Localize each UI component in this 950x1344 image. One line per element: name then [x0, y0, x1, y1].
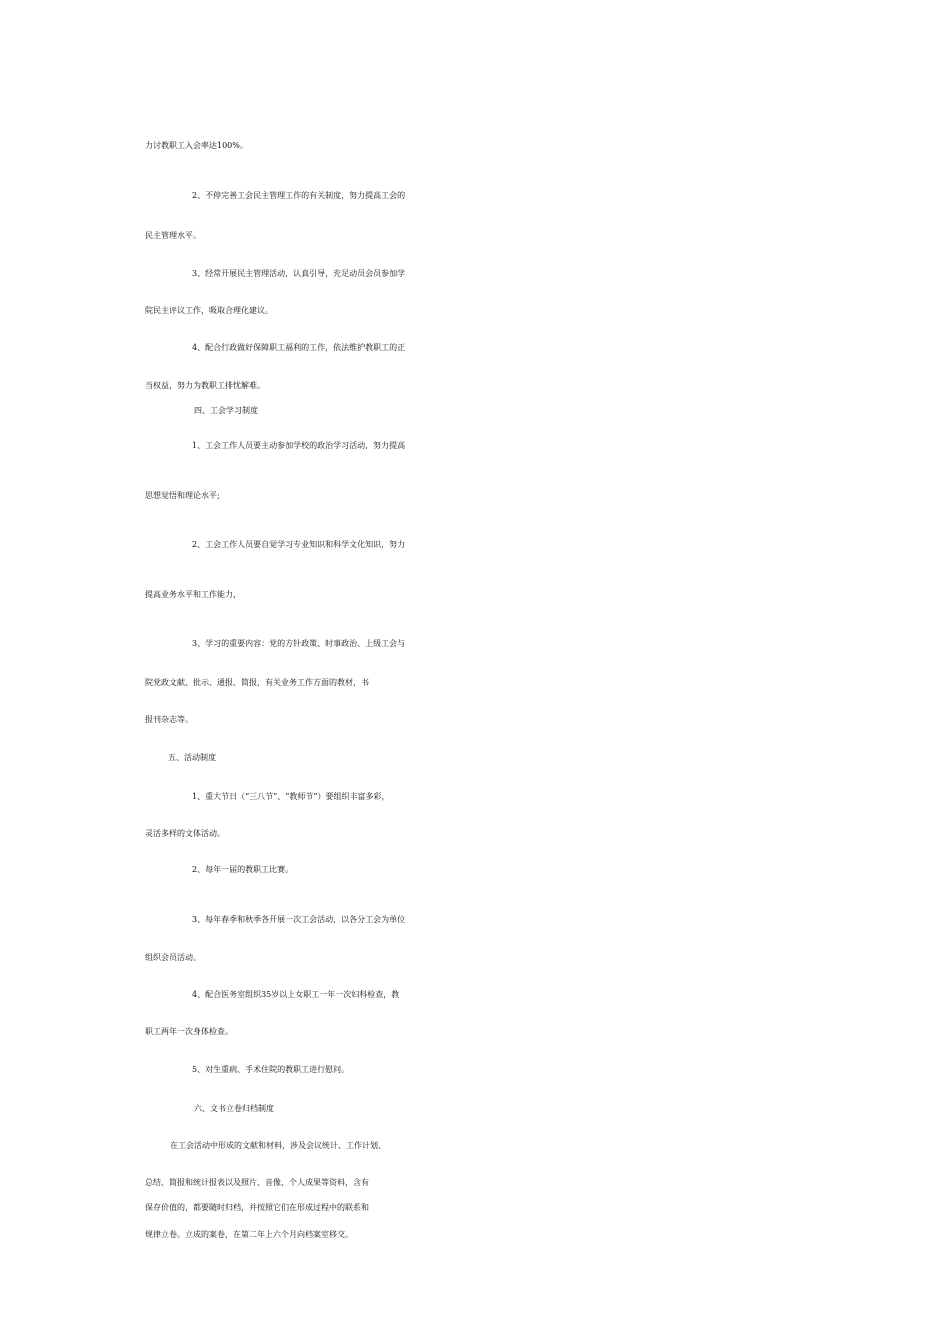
- paragraph-line: 职工两年一次身体检查。: [145, 1027, 233, 1036]
- paragraph-line: 总结、简报和统计报表以及照片、音像、个人成果等资料，含有: [145, 1178, 369, 1187]
- paragraph-line: 4、配合行政做好保障职工福利的工作，依法维护教职工的正: [192, 343, 406, 352]
- section-heading: 四、工会学习制度: [194, 406, 258, 415]
- paragraph-line: 灵活多样的文体活动。: [145, 829, 225, 838]
- paragraph-line: 规律立卷。立成的案卷，在第二年上六个月向档案室移交。: [145, 1230, 353, 1239]
- paragraph-line: 院党政文献、批示、通报、简报，有关业务工作方面的教材，书: [145, 678, 369, 687]
- paragraph-line: 当权益，努力为教职工排忧解难。: [145, 381, 265, 390]
- paragraph-line: 报刊杂志等。: [145, 715, 193, 724]
- section-heading: 六、文书立卷归档制度: [194, 1104, 274, 1113]
- paragraph-line: 保存价值的，都要随时归档，并按照它们在形成过程中的联系和: [145, 1203, 369, 1212]
- paragraph-line: 5、对生重病、手术住院的教职工进行慰问。: [192, 1065, 350, 1074]
- paragraph-line: 1、重大节日（“三八节”、“教师节”）要组织丰富多彩，: [192, 792, 390, 801]
- paragraph-line: 2、工会工作人员要自觉学习专业知识和科学文化知识，努力: [192, 540, 406, 549]
- paragraph-line: 3、经常开展民主管理活动，认真引导，充足动员会员参加学: [192, 269, 406, 278]
- paragraph-line: 组织会员活动。: [145, 953, 201, 962]
- paragraph-line: 3、学习的重要内容：党的方针政策、时事政治、上级工会与: [192, 639, 406, 648]
- paragraph-line: 思想觉悟和理论水平;: [145, 491, 220, 500]
- paragraph-line: 4、配合医务室组织35岁以上女职工一年一次妇科检查，教: [192, 990, 400, 999]
- paragraph-line: 在工会活动中形成的文献和材料，涉及会议统计、工作计划、: [170, 1141, 386, 1150]
- paragraph-line: 1、工会工作人员要主动参加学校的政治学习活动，努力提高: [192, 441, 406, 450]
- paragraph-line: 院民主评议工作，吸取合理化建议。: [145, 306, 273, 315]
- paragraph-line: 提高业务水平和工作能力，: [145, 590, 241, 599]
- section-heading: 五、活动制度: [168, 753, 216, 762]
- paragraph-line: 民主管理水平。: [145, 231, 201, 240]
- paragraph-line: 2、每年一届的教职工比赛。: [192, 865, 294, 874]
- paragraph-line: 3、每年春季和秋季各开展一次工会活动，以各分工会为单位: [192, 915, 406, 924]
- paragraph-line: 2、不停完善工会民主管理工作的有关制度，努力提高工会的: [192, 191, 406, 200]
- paragraph-line: 力讨教职工入会率达100%。: [145, 141, 248, 150]
